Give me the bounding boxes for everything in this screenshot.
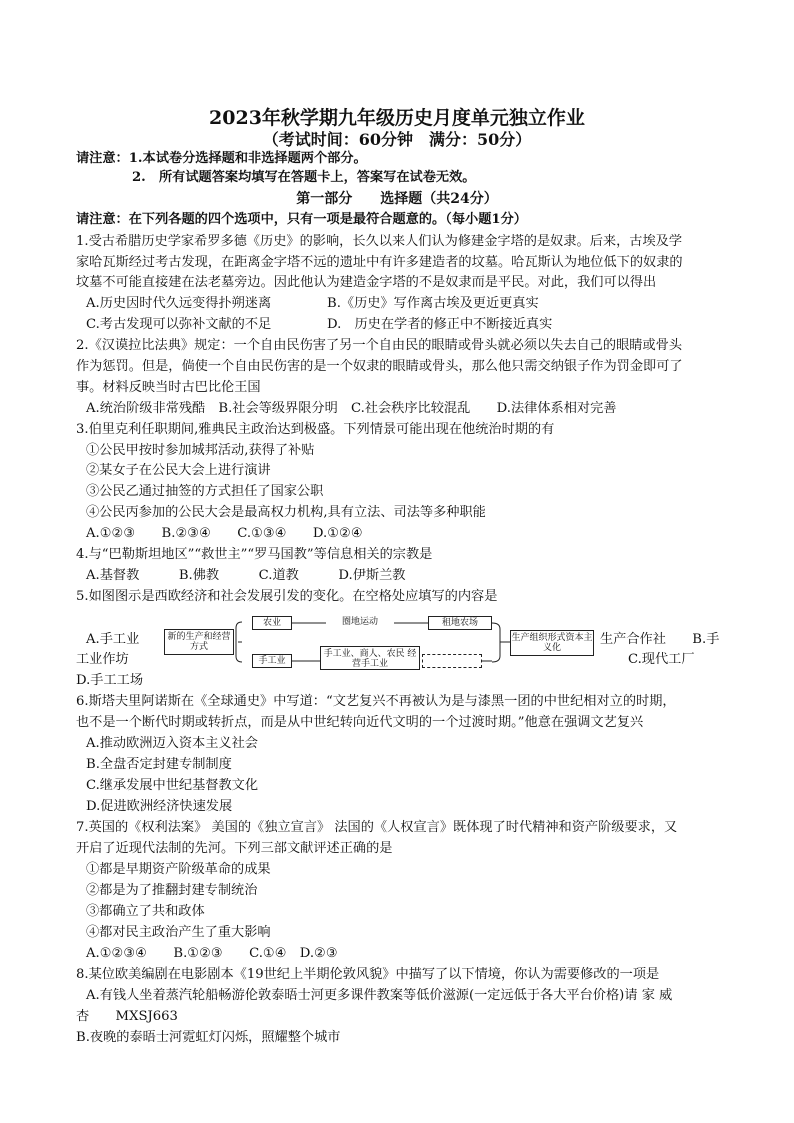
- q7-options: A.①②③④ B.①②③ C.①④ D.②③: [86, 946, 338, 961]
- q5-diagram: [160, 614, 600, 670]
- q8-option-b: B.夜晚的泰晤士河霓虹灯闪烁，照耀整个城市: [76, 1030, 341, 1045]
- diagram-label-enclosure: 圈地运动: [326, 616, 394, 630]
- q5-option-a: A.手工业: [86, 632, 140, 647]
- q6-stem-line-2: 也不是一个断代时期或转折点，而是从中世纪转向近代文明的一个过渡时期。”他意在强调文艺复兴: [76, 715, 644, 730]
- q1-option-d: D. 历史在学者的修正中不断接近真实: [327, 317, 553, 332]
- diagram-box-merchants: 手工业、商人、农民 经营手工业: [320, 646, 420, 670]
- q2-options: A.统治阶级非常残酷 B.社会等级界限分明 C.社会秩序比较混乱 D.法律体系相对完善: [86, 401, 617, 416]
- q1-stem-line-3: 坟墓不可能直接建在法老墓旁边。因此他认为建造金字塔的不是奴隶而是平民。对此，我们可以得出: [76, 275, 657, 290]
- q3-statement-3: ③公民乙通过抽签的方式担任了国家公职: [86, 484, 324, 499]
- q7-statement-2: ②都是为了推翻封建专制统治: [86, 883, 258, 898]
- q6-option-c: C.继承发展中世纪基督教文化: [86, 778, 259, 793]
- q3-statement-1: ①公民甲按时参加城邦活动,获得了补贴: [86, 443, 315, 458]
- q5-option-d: D.手工工场: [76, 673, 144, 688]
- q1-option-b: B.《历史》写作离古埃及更近更真实: [327, 296, 539, 311]
- q7-stem-line-1: 7.英国的《权利法案》 美国的《独立宣言》 法国的《人权宣言》既体现了时代精神和资产阶级要求，又: [76, 820, 678, 835]
- q3-stem: 3.伯里克利任职期间,雅典民主政治达到极盛。下列情景可能出现在他统治时期的有: [76, 422, 555, 437]
- q4-options: A.基督教 B.佛教 C.道教 D.伊斯兰教: [86, 568, 406, 583]
- notice-line-1: [76, 149, 367, 169]
- q6-option-d: D.促进欧洲经济快速发展: [86, 799, 233, 814]
- q1-stem-line-2: 家哈瓦斯经过考古发现，在距离金字塔不远的遗址中有许多建造者的坟墓。哈瓦斯认为地位低下的奴隶的: [76, 255, 683, 270]
- diagram-box-tenant-farm: 租地农场: [428, 616, 492, 630]
- q4-stem: 4.与“巴勒斯坦地区”“救世主”“罗马国教”等信息相关的宗教是: [76, 547, 433, 562]
- q6-option-b: B.全盘否定封建专制制度: [86, 757, 232, 772]
- q7-statement-4: ④都对民主政治产生了重大影响: [86, 925, 271, 940]
- q8-stem: 8.某位欧美编剧在电影剧本《19世纪上半期伦敦风貌》中描写了以下情境，你认为需要修改的一项是: [76, 967, 660, 982]
- q1-option-a: A.历史因时代久远变得扑朔迷离: [86, 296, 272, 311]
- q5-stem: 5.如图图示是西欧经济和社会发展引发的变化。在空格处应填写的内容是: [76, 589, 498, 604]
- diagram-box-capitalism: 生产组织形式资本主义化: [510, 630, 594, 656]
- notice-item-2: 2. 所有试题答案均填写在答题卡上，答案写在试卷无效。: [132, 170, 476, 185]
- q7-stem-line-2: 开启了近现代法制的先河。下列三部文献评述正确的是: [76, 841, 393, 856]
- q2-stem-line-2: 作为惩罚。但是，倘使一个自由民伤害的是一个奴隶的眼睛或骨头，那么他只需交纳银子作为罚金即可了: [76, 359, 683, 374]
- diagram-box-handicraft: 手工业: [252, 654, 292, 668]
- diagram-box-new-mode: 新的生产和经营方式: [164, 629, 234, 655]
- q6-option-a: A.推动欧洲迈入资本主义社会: [86, 736, 258, 751]
- q6-stem-line-1: 6.斯塔夫里阿诺斯在《全球通史》中写道：“文艺复兴不再被认为是与漆黑一团的中世纪相对立的时期，: [76, 694, 676, 709]
- q3-statement-4: ④公民丙参加的公民大会是最高权力机构,具有立法、司法等多种职能: [86, 505, 486, 520]
- q2-stem-line-3: 事。材料反映当时古巴比伦王国: [76, 380, 261, 395]
- diagram-blank-box: [422, 654, 482, 668]
- q5-option-b-prefix: 生产合作社 B.手: [600, 632, 720, 647]
- part1-instruction: 请注意：在下列各题的四个选项中，只有一项是最符合题意的。（每小题1分）: [76, 212, 527, 227]
- exam-title: 2023年秋学期九年级历史月度单元独立作业: [209, 107, 585, 129]
- q5-option-c: C.现代工厂: [628, 652, 695, 667]
- q5-option-a-cont: 工业作坊: [76, 652, 129, 667]
- notice-label: 请注意：: [76, 151, 129, 166]
- q8-option-a-cont: 杏 MXSJ663: [76, 1009, 178, 1024]
- q7-statement-1: ①都是早期资产阶级革命的成果: [86, 862, 271, 877]
- q3-statement-2: ②某女子在公民大会上进行演讲: [86, 463, 271, 478]
- q3-options: A.①②③ B.②③④ C.①③④ D.①②④: [86, 526, 363, 541]
- q2-stem-line-1: 2.《汉谟拉比法典》规定：一个自由民伤害了另一个自由民的眼睛或骨头就必须以失去自己的眼睛或骨头: [76, 338, 683, 353]
- q1-stem-line-1: 1.受古希腊历史学家希罗多德《历史》的影响，长久以来人们认为修建金字塔的是奴隶。后来，古埃及学: [76, 234, 683, 249]
- exam-subtitle: （考试时间：60分钟 满分：50分）: [262, 130, 532, 149]
- part1-heading: 第一部分 选择题（共24分）: [296, 191, 498, 207]
- q8-option-a: A.有钱人坐着蒸汽轮船畅游伦敦泰晤士河更多课件教案等低价滋源(一定远低于各大平台价格)请 家 威: [86, 988, 673, 1003]
- q7-statement-3: ③都确立了共和政体: [86, 904, 205, 919]
- diagram-box-agriculture: 农业: [252, 616, 292, 630]
- notice-item-1: 1.本试卷分选择题和非选择题两个部分。: [128, 151, 367, 166]
- q1-option-c: C.考古发现可以弥补文献的不足: [86, 317, 272, 332]
